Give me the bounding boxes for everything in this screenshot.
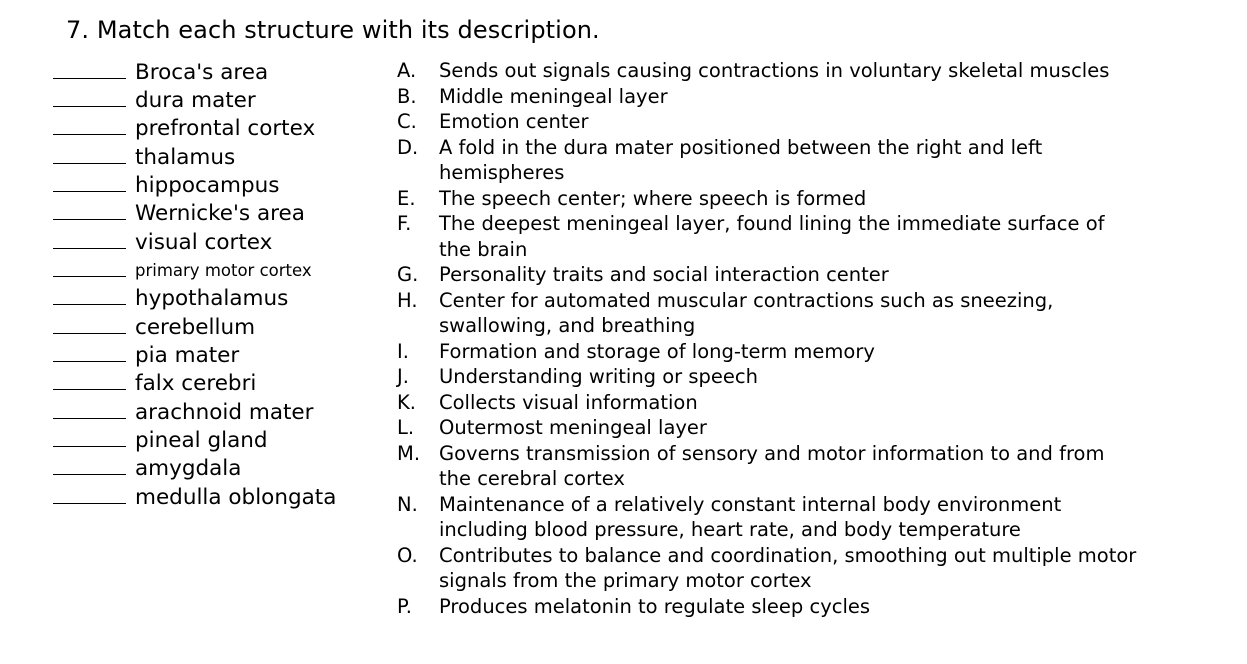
description-row <box>397 594 1137 620</box>
description-letter: G. <box>397 263 419 286</box>
description-row <box>397 543 1137 594</box>
structure-label: primary motor cortex <box>135 260 312 280</box>
answer-blank[interactable] <box>53 143 126 164</box>
structure-row <box>53 143 373 171</box>
structure-label: amygdala <box>135 456 242 482</box>
description-row <box>397 262 1137 288</box>
description-list <box>397 58 1137 619</box>
structure-label: Wernicke's area <box>135 201 305 227</box>
answer-blank[interactable] <box>53 228 126 249</box>
description-row <box>397 339 1137 365</box>
description-letter: A. <box>397 59 417 82</box>
structure-row <box>53 171 373 199</box>
structure-label: prefrontal cortex <box>135 116 316 142</box>
structure-row <box>53 483 373 511</box>
answer-blank[interactable] <box>53 58 126 79</box>
description-text: Understanding writing or speech <box>439 365 759 388</box>
structure-row <box>53 58 373 86</box>
description-letter: C. <box>397 110 417 133</box>
structure-label: hippocampus <box>135 172 280 198</box>
structure-label: falx cerebri <box>135 371 257 397</box>
description-letter: E. <box>397 186 416 210</box>
structure-row <box>53 370 373 398</box>
answer-blank[interactable] <box>53 483 126 504</box>
structure-row <box>53 256 373 284</box>
structure-label: pia mater <box>135 342 240 368</box>
answer-blank[interactable] <box>53 454 126 475</box>
structure-row <box>53 86 373 114</box>
description-letter: M. <box>397 441 421 465</box>
structure-label: medulla oblongata <box>135 484 337 510</box>
structure-row <box>53 115 373 143</box>
description-letter: H. <box>397 288 418 312</box>
description-text: The speech center; where speech is formed <box>439 186 867 210</box>
structure-row <box>53 341 373 369</box>
description-text: Personality traits and social interaction center <box>439 263 889 286</box>
description-letter: P. <box>397 594 412 618</box>
description-row <box>397 135 1137 186</box>
description-text: Outermost meningeal layer <box>439 416 707 439</box>
structure-label: hypothalamus <box>135 286 289 312</box>
structure-row <box>53 426 373 454</box>
structure-row <box>53 200 373 228</box>
answer-blank[interactable] <box>53 199 126 220</box>
answer-blank[interactable] <box>53 171 126 192</box>
description-row <box>397 390 1137 416</box>
description-row <box>397 84 1137 110</box>
description-letter: O. <box>397 543 418 567</box>
description-text: Governs transmission of sensory and motor information to and from the cerebral cortex <box>439 441 1105 490</box>
structure-row <box>53 313 373 341</box>
structure-row <box>53 455 373 483</box>
description-letter: J. <box>397 365 409 388</box>
structure-row <box>53 285 373 313</box>
description-text: The deepest meningeal layer, found lining the immediate surface of the brain <box>439 212 1105 261</box>
description-row <box>397 415 1137 441</box>
structure-label: visual cortex <box>135 229 273 255</box>
structure-label: cerebellum <box>135 314 256 340</box>
description-row <box>397 288 1137 339</box>
description-letter: B. <box>397 84 417 108</box>
description-text: Maintenance of a relatively constant internal body environment including blood pressure, heart rate, and body temperature <box>439 492 1062 541</box>
structure-label: Broca's area <box>135 59 269 85</box>
description-text: Middle meningeal layer <box>439 84 668 108</box>
description-text: Produces melatonin to regulate sleep cycles <box>439 594 871 618</box>
structure-list <box>53 58 373 511</box>
answer-blank[interactable] <box>53 313 126 334</box>
answer-blank[interactable] <box>53 284 126 305</box>
description-text: Emotion center <box>439 110 589 133</box>
answer-blank[interactable] <box>53 398 126 419</box>
description-letter: K. <box>397 390 416 414</box>
description-letter: D. <box>397 135 419 159</box>
description-row <box>397 186 1137 212</box>
description-letter: I. <box>397 339 409 363</box>
answer-blank[interactable] <box>53 114 126 135</box>
structure-label: dura mater <box>135 87 256 113</box>
structure-label: thalamus <box>135 144 236 170</box>
description-row <box>397 109 1137 135</box>
description-row <box>397 211 1137 262</box>
description-text: Formation and storage of long-term memory <box>439 339 875 363</box>
structure-label: pineal gland <box>135 427 268 453</box>
description-row <box>397 441 1137 492</box>
description-text: A fold in the dura mater positioned between the right and left hemispheres <box>439 135 1043 184</box>
description-text: Center for automated muscular contractions such as sneezing, swallowing, and breathing <box>439 288 1054 337</box>
structure-row <box>53 398 373 426</box>
description-letter: L. <box>397 416 415 439</box>
answer-blank[interactable] <box>53 86 126 107</box>
description-text: Collects visual information <box>439 390 698 414</box>
description-letter: N. <box>397 492 418 516</box>
answer-blank[interactable] <box>53 426 126 447</box>
answer-blank[interactable] <box>53 369 126 390</box>
answer-blank[interactable] <box>53 341 126 362</box>
description-row <box>397 364 1137 390</box>
description-text: Contributes to balance and coordination, smoothing out multiple motor signals from the primary motor cortex <box>439 543 1137 592</box>
structure-label: arachnoid mater <box>135 399 314 425</box>
structure-row <box>53 228 373 256</box>
description-text: Sends out signals causing contractions in voluntary skeletal muscles <box>439 59 1110 82</box>
question-title: 7. Match each structure with its description. <box>66 16 600 44</box>
description-letter: F. <box>397 212 412 235</box>
description-row <box>397 58 1137 84</box>
description-row <box>397 492 1137 543</box>
answer-blank[interactable] <box>53 256 126 277</box>
